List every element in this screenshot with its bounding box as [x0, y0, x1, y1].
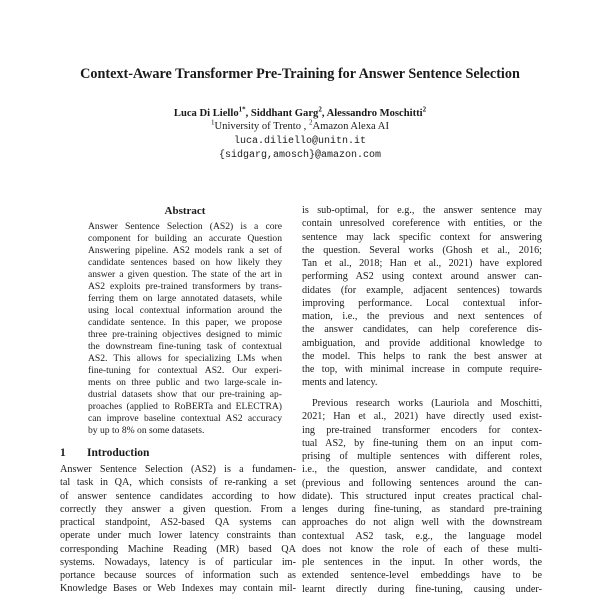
- text-line: contain unresolved coreference with entities, or the: [302, 218, 542, 230]
- author-email: luca.diliello@unitn.it: [233, 136, 367, 147]
- text-line: the model. This helps to rank the best answer at: [302, 350, 542, 362]
- text-line: prising of multiple sentences with different roles,: [302, 451, 542, 462]
- text-line: using local contextual information around the: [88, 305, 282, 316]
- affiliation: Amazon Alexa AI: [312, 121, 389, 132]
- text-line: by up to 8% on some datasets.: [88, 425, 205, 436]
- author-affiliation-mark: 2: [318, 105, 322, 114]
- text-line: Knowledge Bases or Web Indexes may contain mil-: [60, 583, 296, 595]
- text-line: practical standpoint, AS2-based QA systems can: [60, 517, 296, 528]
- text-line: didate). This structured input creates practical chal-: [302, 490, 542, 502]
- text-line: tal task in QA, which consists of re-ranking a set: [60, 477, 296, 489]
- text-line: Answering pipeline. AS2 models rank a set of: [88, 245, 282, 256]
- text-line: Answer Sentence Selection (AS2) is a core: [88, 221, 282, 232]
- right-column-paragraph: [302, 204, 542, 390]
- affiliation-mark: 1: [211, 118, 215, 127]
- affiliation-mark: 2: [308, 118, 313, 127]
- abstract-body: [88, 221, 282, 437]
- author-affiliation-mark: 2: [422, 105, 427, 114]
- text-line: ments on three public and two large-scale in-: [88, 377, 282, 388]
- text-line: component for building an accurate Question: [88, 233, 282, 244]
- section-title: Introduction: [87, 447, 150, 459]
- text-line: Answer Sentence Selection (AS2) is a fundamen-: [60, 464, 296, 475]
- text-line: approaches do not align well with the downstream: [302, 517, 542, 529]
- text-line: didates (for example, adjacent sentences) towards: [302, 284, 542, 296]
- text-line: ambiguation, and provide additional knowledge to: [302, 337, 542, 349]
- text-line: the downstream fine-tuning task of contextual: [88, 341, 282, 352]
- text-line: AS2 exploits pre-trained transformers by trans-: [88, 281, 282, 292]
- text-line: ing pre-trained transformer encoders for contex-: [302, 424, 542, 436]
- introduction-body: [60, 463, 296, 596]
- text-line: answer a given question. The state of the art in: [88, 269, 282, 280]
- abstract-heading: Abstract: [164, 205, 206, 217]
- text-line: portance because sources of information such as: [60, 570, 296, 581]
- text-line: extended sentence-level embeddings have to be: [302, 570, 542, 582]
- author-list: Luca Di Liello$^{1*}$, Siddhant Garg$^2$, Alessandro Moschitti$^2$: [173, 105, 427, 119]
- author-name: Alessandro Moschitti: [326, 108, 423, 119]
- text-line: systems. Nowadays, latency is of particular im-: [60, 556, 296, 568]
- text-line: corresponding Machine Reading (MR) based QA: [60, 543, 296, 555]
- text-line: correctly they answer a given question. From a: [60, 503, 296, 515]
- text-line: can improve baseline contextual AS2 accuracy: [88, 413, 282, 424]
- text-line: (previous and following sentences around the can-: [302, 477, 542, 489]
- text-line: sentence may lack specific context for answering: [302, 231, 542, 243]
- text-line: of answer sentence candidates according to how: [60, 490, 296, 502]
- text-line: lenges during fine-tuning, as standard pre-training: [302, 504, 542, 515]
- text-line: the top, with minimal increase in compute require-: [302, 364, 542, 375]
- author-affiliation-mark: 1*: [238, 105, 246, 114]
- text-line: the answer candidates, can help coreference dis-: [302, 324, 542, 336]
- text-line: performing AS2 using context around answer can-: [302, 271, 542, 283]
- author-name: Siddhant Garg: [250, 108, 319, 119]
- text-line: i.e., the question, answer candidate, and context: [302, 464, 542, 476]
- affiliation: University of Trento ,: [214, 121, 307, 132]
- text-line: the question. Several works (Ghosh et al., 2016;: [302, 244, 542, 256]
- text-line: AS2. This allows for specializing LMs when: [88, 353, 282, 364]
- text-line: candidate sentence. In this paper, we propose: [88, 317, 282, 328]
- text-line: candidate sentences based on how likely they: [88, 257, 282, 268]
- paper-title: Context-Aware Transformer Pre-Training for Answer Sentence Selection: [80, 66, 520, 82]
- text-line: learnt directly during fine-tuning, causing under-: [302, 583, 542, 595]
- author-email: {sidgarg,amosch}@amazon.com: [218, 150, 382, 161]
- text-line: is sub-optimal, for e.g., the answer sentence may: [302, 205, 542, 216]
- text-line: ments and latency.: [302, 377, 378, 389]
- section-heading-introduction: [60, 447, 149, 460]
- text-line: fine-tuning for contextual AS2. Our experi-: [88, 365, 282, 376]
- text-line: ferring them on large annotated datasets, while: [88, 293, 282, 304]
- text-line: operate under much lower latency constraints than: [60, 530, 296, 542]
- text-line: mation, i.e., the previous and next sentences of: [302, 311, 542, 322]
- text-line: ple sentences in the input. In other words, the: [302, 557, 542, 568]
- author-name: Luca Di Liello: [173, 108, 239, 119]
- text-line: 2021; Han et al., 2021) have directly used exist-: [302, 411, 542, 423]
- text-line: improving performance. Local contextual infor-: [302, 297, 542, 309]
- text-line: does not know the role of each of these multi-: [302, 543, 542, 555]
- affiliations: [0, 118, 600, 132]
- text-line: tual AS2, by fine-tuning them on an input com-: [302, 437, 542, 449]
- text-line: Tan et al., 2018; Han et al., 2021) have explored: [302, 258, 542, 269]
- text-line: three pre-training objectives designed to mimic: [88, 329, 282, 340]
- section-number: 1: [60, 447, 66, 459]
- right-column-paragraph: [302, 397, 542, 596]
- text-line: dustrial datasets show that our pre-training ap-: [88, 389, 282, 400]
- text-line: contextual AS2 task, e.g., the language model: [302, 530, 542, 542]
- text-line: proaches (applied to RoBERTa and ELECTRA): [88, 401, 282, 412]
- text-line: Previous research works (Lauriola and Moschitti,: [312, 398, 542, 409]
